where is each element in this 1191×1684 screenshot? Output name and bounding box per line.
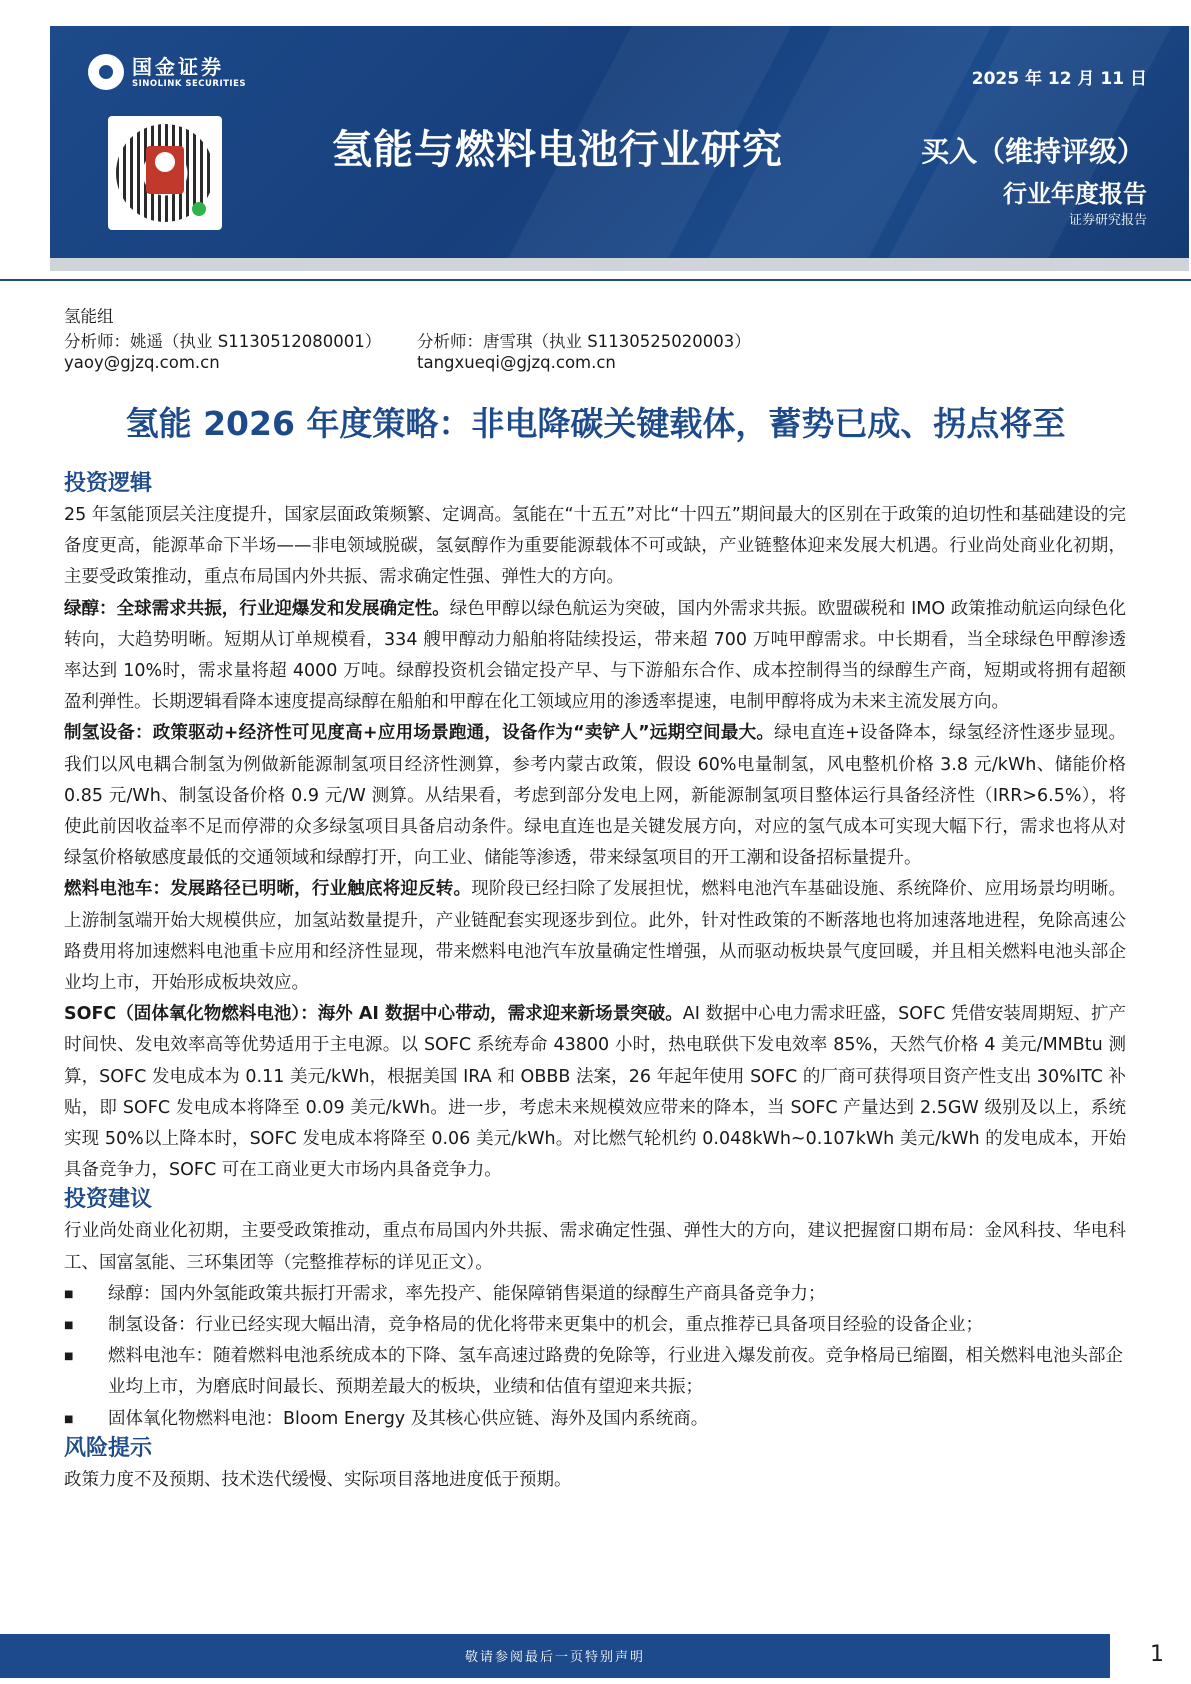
section-title-risk: 风险提示 [64,1435,153,1461]
report-type: 行业年度报告 [1003,180,1147,208]
section-title-logic: 投资逻辑 [64,471,153,496]
logic-sofc [64,999,1126,1186]
list-item: ■ 燃料电池车：随着燃料电池系统成本的下降、氢车高速过路费的免除等，行业进入爆发前夜。竞争格局已缩圈，相关燃料电池头部企业均上市，为磨底时间最长、预期差最大的板块，业绩和估值有望迎来共振； [64,1341,1126,1403]
sofc-heading: SOFC（固体氧化物燃料电池）：海外 AI 数据中心带动，需求迎来新场景突破。 [64,1004,683,1025]
analyst-1: 分析师：姚遥（执业 S1130512080001） [64,332,382,351]
report-headline: 氢能 2026 年度策略：非电降碳关键载体，蓄势已成、拐点将至 [125,404,1066,443]
logic-intro: 25 年氢能顶层关注度提升，国家层面政策频繁、定调高。氢能在“十五五”对比“十四五”期间最大的区别在于政策的迫切性和基础建设的完备度更高，能源革命下半场——非电领域脱碳，氢氨醇作为重要能源载体不可或缺，产业链整体迎来发展大机遇。行业尚处商业化初期，主要受政策推动，重点布局国内外共振、需求确定性强、弹性大的方向。 [64,505,1126,588]
logic-fuel-cell-vehicle [64,874,1126,999]
disclaimer-note: 敬请参阅最后一页特别声明 [464,1650,645,1665]
mini-program-icon [192,202,206,216]
green-methanol-heading: 绿醇：全球需求共振，行业迎爆发和发展确定性。 [64,598,450,619]
risk-text: 政策力度不及预期、技术迭代缓慢、实际项目落地进度低于预期。 [64,1469,572,1490]
logo-name-cn: 国金证券 [132,54,224,79]
logo-mark-icon [88,54,124,90]
analyst-2-email[interactable]: tangxueqi@gjzq.com.cn [417,353,616,372]
report-subtype: 证券研究报告 [1068,213,1147,228]
list-item: ■ 绿醇：国内外氢能政策共振打开需求，率先投产、能保障销售渠道的绿醇生产商具备竞争力； [64,1279,1126,1310]
electrolyzer-text: 绿电直连+设备降本，绿氢经济性逐步显现。我们以风电耦合制氢为例做新能源制氢项目经济性测算，参考内蒙古政策，假设 60%电量制氢，风电整机价格 3.8 元/kWh、储能价格 0.85 元/Wh、制氢设备价格 0.9 元/W 测算。从结果看，考虑到部分发电上网，新能源制氢项目整体运行具备经济性（IRR>6.5%），将使此前因收益率不足而停滞的众多绿氢项目具备启动条件。绿电直连也是关键发展方向，对应的氢气成本可实现大幅下行，需求也将从对绿氢价格敏感度最低的交通领域和绿醇打开，向工业、储能等渗透，带来绿氢项目的开工潮和设备招标量提升。 [64,723,1126,869]
sofc-text: AI 数据中心电力需求旺盛，SOFC 凭借安装周期短、扩产时间快、发电效率高等优势适用于主电源。以 SOFC 系统寿命 43800 小时，热电联供下发电效率 85%，天然气价格 4 美元/MMBtu 测算，SOFC 发电成本为 0.11 美元/kWh，根据美国 IRA 和 OBBB 法案，26 年起年使用 SOFC 的厂商可获得项目资产性支出 30%ITC 补贴，即 SOFC 发电成本将降至 0.09 美元/kWh。进一步，考虑未来规模效应带来的降本，当 SOFC 产量达到 2.5GW 级别及以上，系统实现 50%以上降本时，SOFC 发电成本将降至 0.06 美元/kWh。对比燃气轮机约 0.048kWh~0.107kWh 美元/kWh 的发电成本，开始具备竞争力，SOFC 可在工商业更大市场内具备竞争力。 [64,1004,1126,1181]
qr-badge-icon [146,146,184,194]
company-logo [88,54,246,90]
logo-name-en: SINOLINK SECURITIES [132,78,247,89]
analyst-1-email[interactable]: yaoy@gjzq.com.cn [64,353,220,372]
report-body [64,470,1126,1496]
list-item: ■ 制氢设备：行业已经实现大幅出清，竞争格局的优化将带来更集中的机会，重点推荐已具备项目经验的设备企业； [64,1310,1126,1341]
qr-code-icon [108,116,222,230]
list-item: ■ 固体氧化物燃料电池：Bloom Energy 及其核心供应链、海外及国内系统商。 [64,1404,1126,1435]
report-header-banner [50,26,1189,258]
logic-electrolyzer [64,718,1126,874]
rating-label: 买入（维持评级） [920,135,1145,168]
section-title-advice: 投资建议 [64,1187,153,1213]
group-name: 氢能组 [64,307,114,326]
fuel-cell-vehicle-text: 现阶段已经扫除了发展担忧，燃料电池汽车基础设施、系统降价、应用场景均明晰。上游制氢端开始大规模供应，加氢站数量提升，产业链配套实现逐步到位。此外，针对性政策的不断落地也将加速落地进程，免除高速公路费用将加速燃料电池重卡应用和经济性显现，带来燃料电池汽车放量确定性增强，从而驱动板块景气度回暖，并且相关燃料电池头部企业均上市，开始形成板块效应。 [64,879,1127,994]
header-shadow [50,258,1189,271]
advice-list [64,1279,1126,1435]
analyst-2: 分析师：唐雪琪（执业 S1130525020003） [417,332,751,351]
header-divider [0,279,1191,281]
page-footer [0,1634,1191,1684]
green-methanol-text: 绿色甲醇以绿色航运为突破，国内外需求共振。欧盟碳税和 IMO 政策推动航运向绿色化转向，大趋势明晰。短期从订单规模看，334 艘甲醇动力船舶将陆续投运，带来超 700 万吨甲醇需求。中长期看，当全球绿色甲醇渗透率达到 10%时，需求量将超 4000 万吨。绿醇投资机会锚定投产早、与下游船东合作、成本控制得当的绿醇生产商，短期或将拥有超额盈利弹性。长期逻辑看降本速度提高绿醇在船舶和甲醇在化工领域应用的渗透率提速，电制甲醇将成为未来主流发展方向。 [64,598,1126,713]
logic-green-methanol [64,594,1126,719]
report-date: 2025 年 12 月 11 日 [971,69,1147,89]
page-number: 1 [1150,1642,1164,1667]
fuel-cell-vehicle-heading: 燃料电池车：发展路径已明晰，行业触底将迎反转。 [64,879,472,900]
report-title: 氢能与燃料电池行业研究 [332,127,783,173]
electrolyzer-heading: 制氢设备：政策驱动+经济性可见度高+应用场景跑通，设备作为“卖铲人”远期空间最大。 [64,723,775,744]
advice-intro: 行业尚处商业化初期，主要受政策推动，重点布局国内外共振、需求确定性强、弹性大的方向，建议把握窗口期布局：金风科技、华电科工、国富氢能、三环集团等（完整推荐标的详见正文）。 [64,1221,1126,1273]
